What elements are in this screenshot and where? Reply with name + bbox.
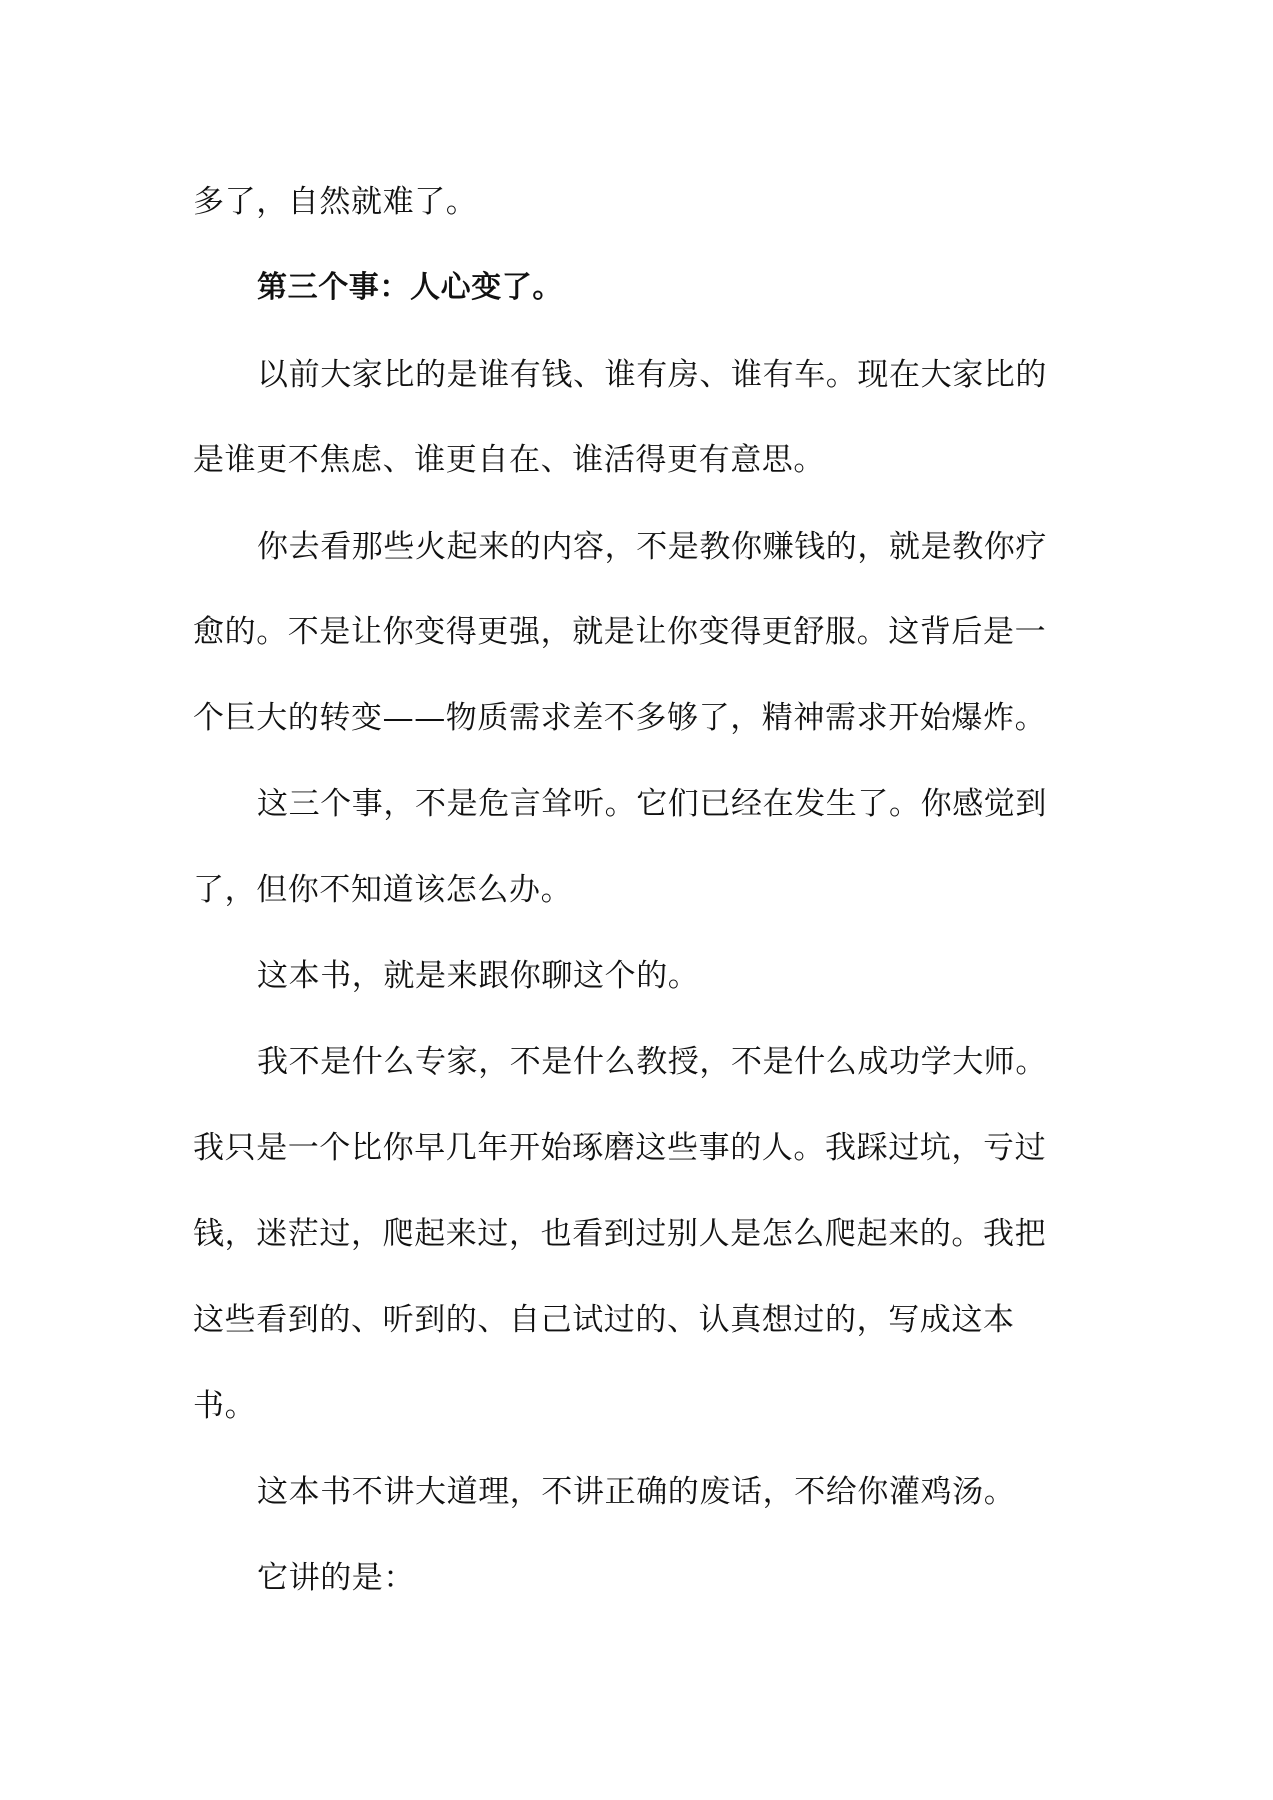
section-heading: 第三个事：人心变了。 xyxy=(257,270,563,305)
text-line: 以前大家比的是谁有钱、谁有房、谁有车。现在大家比的 xyxy=(257,357,1047,393)
text-line: 书。 xyxy=(193,1388,257,1424)
text-line: 它讲的是： xyxy=(257,1560,415,1596)
text-line: 多了，自然就难了。 xyxy=(193,184,478,220)
text-line: 钱，迷茫过，爬起来过，也看到过别人是怎么爬起来的。我把 xyxy=(193,1216,1047,1252)
text-line: 你去看那些火起来的内容，不是教你赚钱的，就是教你疗 xyxy=(257,529,1047,565)
text-line: 我只是一个比你早几年开始琢磨这些事的人。我踩过坑，亏过 xyxy=(193,1130,1047,1166)
text-line: 这本书不讲大道理，不讲正确的废话，不给你灌鸡汤。 xyxy=(257,1474,1016,1510)
text-line: 这三个事，不是危言耸听。它们已经在发生了。你感觉到 xyxy=(257,786,1047,822)
text-line: 个巨大的转变——物质需求差不多够了，精神需求开始爆炸。 xyxy=(193,700,1047,736)
text-line: 这本书，就是来跟你聊这个的。 xyxy=(257,958,700,994)
text-line: 这些看到的、听到的、自己试过的、认真想过的，写成这本 xyxy=(193,1302,1015,1338)
text-line: 是谁更不焦虑、谁更自在、谁活得更有意思。 xyxy=(193,442,825,478)
text-line: 我不是什么专家，不是什么教授，不是什么成功学大师。 xyxy=(257,1044,1047,1080)
text-line: 了，但你不知道该怎么办。 xyxy=(193,872,573,908)
text-line: 愈的。不是让你变得更强，就是让你变得更舒服。这背后是一 xyxy=(193,614,1047,650)
